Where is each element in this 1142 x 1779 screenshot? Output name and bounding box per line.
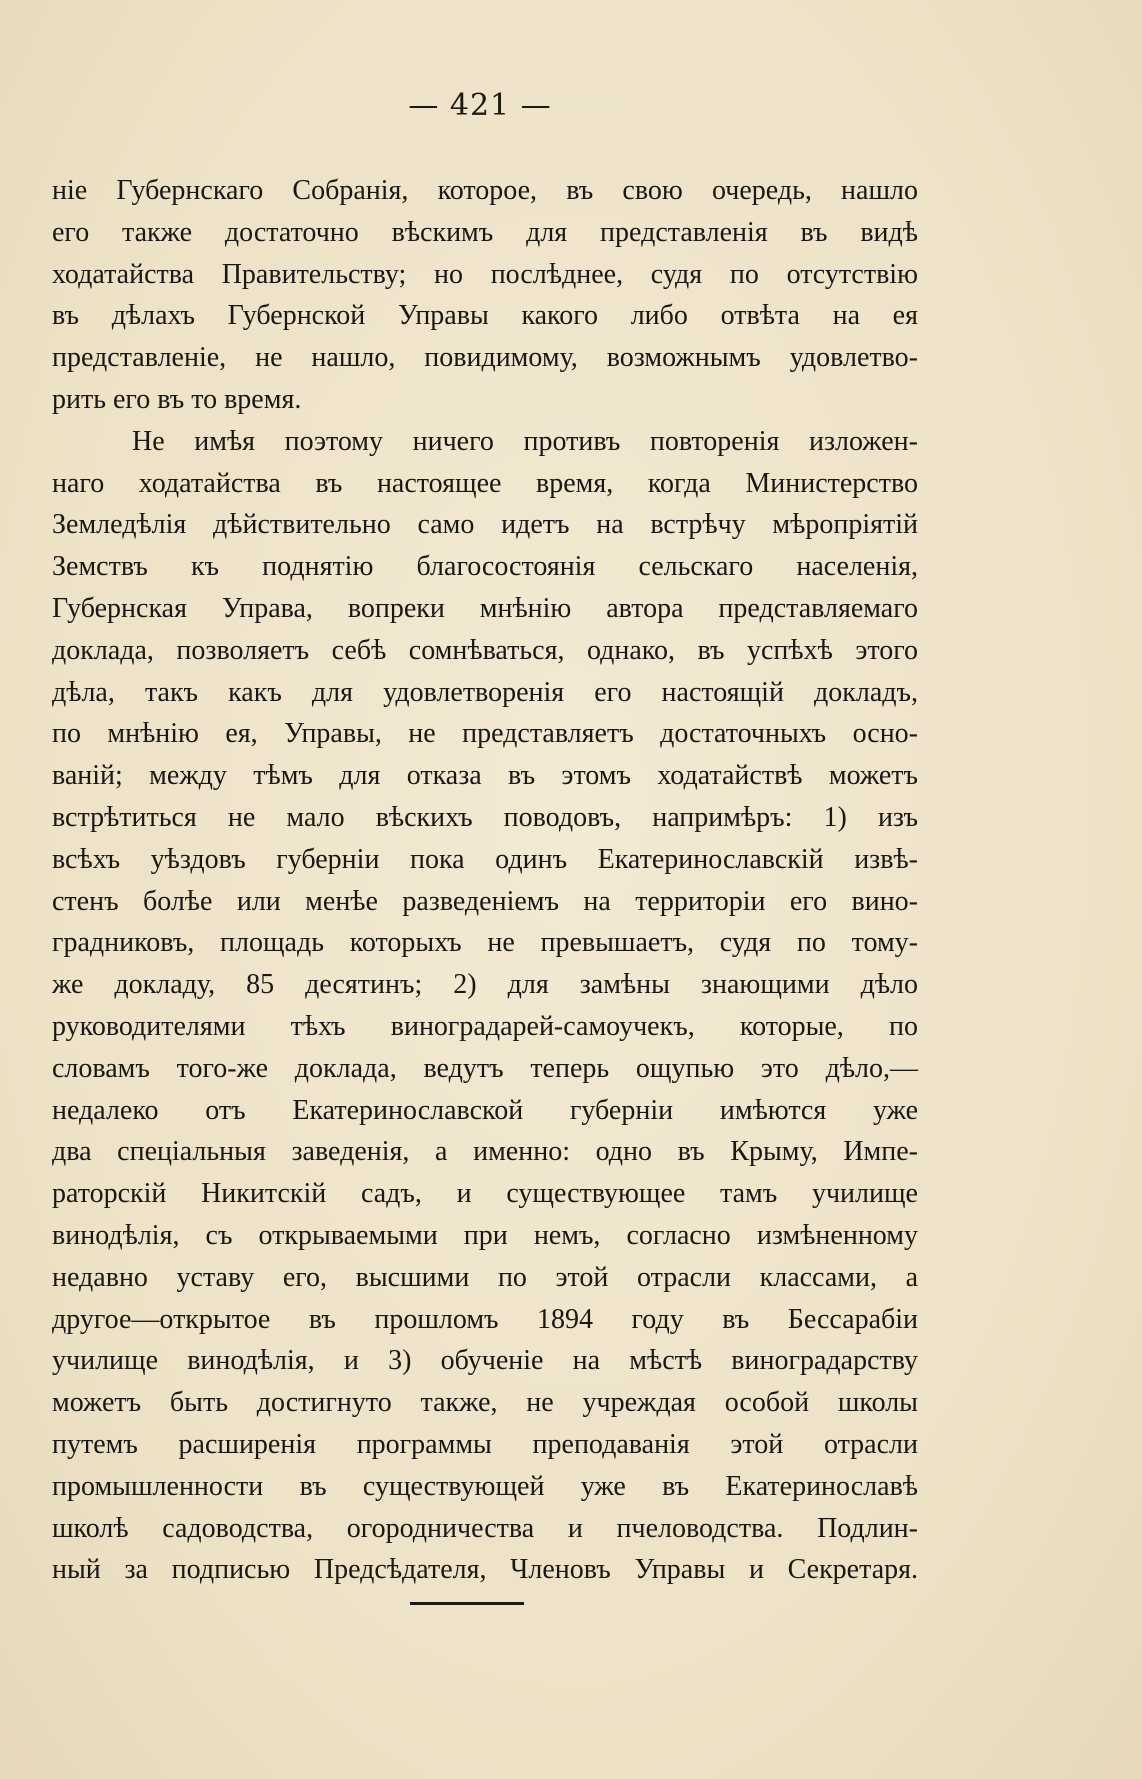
text-line: ный за подписью Предсѣдателя, Членовъ Управы и Секретаря.: [52, 1554, 918, 1586]
text-line: дѣла, такъ какъ для удовлетворенія его настоящій докладъ,: [52, 676, 918, 708]
text-line: ваній; между тѣмъ для отказа въ этомъ ходатайствѣ можетъ: [52, 760, 918, 792]
text-line: его также достаточно вѣскимъ для представленія въ видѣ: [52, 216, 918, 248]
text-line: промышленности въ существующей уже въ Екатеринославѣ: [52, 1470, 918, 1502]
text-line: Земледѣлія дѣйствительно само идетъ на встрѣчу мѣропріятій: [52, 509, 918, 541]
text-line: стенъ болѣе или менѣе разведеніемъ на территоріи его вино-: [52, 885, 918, 917]
text-line: руководителями тѣхъ виноградарей-самоучекъ, которые, по: [52, 1010, 918, 1042]
text-line: же докладу, 85 десятинъ; 2) для замѣны знающими дѣло: [52, 969, 918, 1001]
text-line: по мнѣнію ея, Управы, не представляетъ достаточныхъ осно-: [52, 718, 918, 750]
text-line: словамъ того-же доклада, ведутъ теперь ощупью это дѣло,—: [52, 1052, 918, 1084]
text-line: два спеціальныя заведенія, а именно: одно въ Крыму, Импе-: [52, 1136, 918, 1168]
text-line: доклада, позволяетъ себѣ сомнѣваться, однако, въ успѣхѣ этого: [52, 634, 918, 666]
text-line: винодѣлія, съ открываемыми при немъ, согласно измѣненному: [52, 1219, 918, 1251]
end-rule: [410, 1602, 524, 1605]
text-line: можетъ быть достигнуто также, не учреждая особой школы: [52, 1387, 918, 1419]
text-line: другое—открытое въ прошломъ 1894 году въ Бессарабіи: [52, 1303, 918, 1335]
text-line: училище винодѣлія, и 3) обученіе на мѣстѣ виноградарству: [52, 1345, 918, 1377]
text-line: представленіе, не нашло, повидимому, возможнымъ удовлетво-: [52, 342, 918, 374]
text-line: въ дѣлахъ Губернской Управы какого либо отвѣта на ея: [52, 300, 918, 332]
text-line: Земствъ къ поднятію благосостоянія сельскаго населенія,: [52, 551, 918, 583]
text-line: раторскій Никитскій садъ, и существующее тамъ училище: [52, 1178, 918, 1210]
text-line: путемъ расширенія программы преподаванія этой отрасли: [52, 1428, 918, 1460]
text-line: рить его въ то время.: [52, 383, 302, 415]
text-line: наго ходатайства въ настоящее время, когда Министерство: [52, 467, 918, 499]
text-line: Не имѣя поэтому ничего противъ повторенія изложен-: [132, 425, 918, 457]
text-line: всѣхъ уѣздовъ губерніи пока одинъ Екатеринославскій извѣ-: [52, 843, 918, 875]
text-line: недалеко отъ Екатеринославской губерніи имѣются уже: [52, 1094, 918, 1126]
page-number: — 421 —: [408, 88, 552, 123]
body-text: [52, 170, 918, 1591]
text-line: ніе Губернскаго Собранія, которое, въ свою очередь, нашло: [52, 175, 918, 206]
text-line: школѣ садоводства, огородничества и пчеловодства. Подлин-: [52, 1512, 918, 1544]
text-line: ходатайства Правительству; но послѣднее, судя по отсутствію: [52, 258, 918, 290]
text-line: недавно уставу его, высшими по этой отрасли классами, а: [52, 1261, 918, 1293]
text-line: встрѣтиться не мало вѣскихъ поводовъ, напримѣръ: 1) изъ: [52, 801, 918, 833]
text-line: градниковъ, площадь которыхъ не превышаетъ, судя по тому-: [52, 927, 918, 959]
text-line: Губернская Управа, вопреки мнѣнію автора представляемаго: [52, 592, 918, 624]
